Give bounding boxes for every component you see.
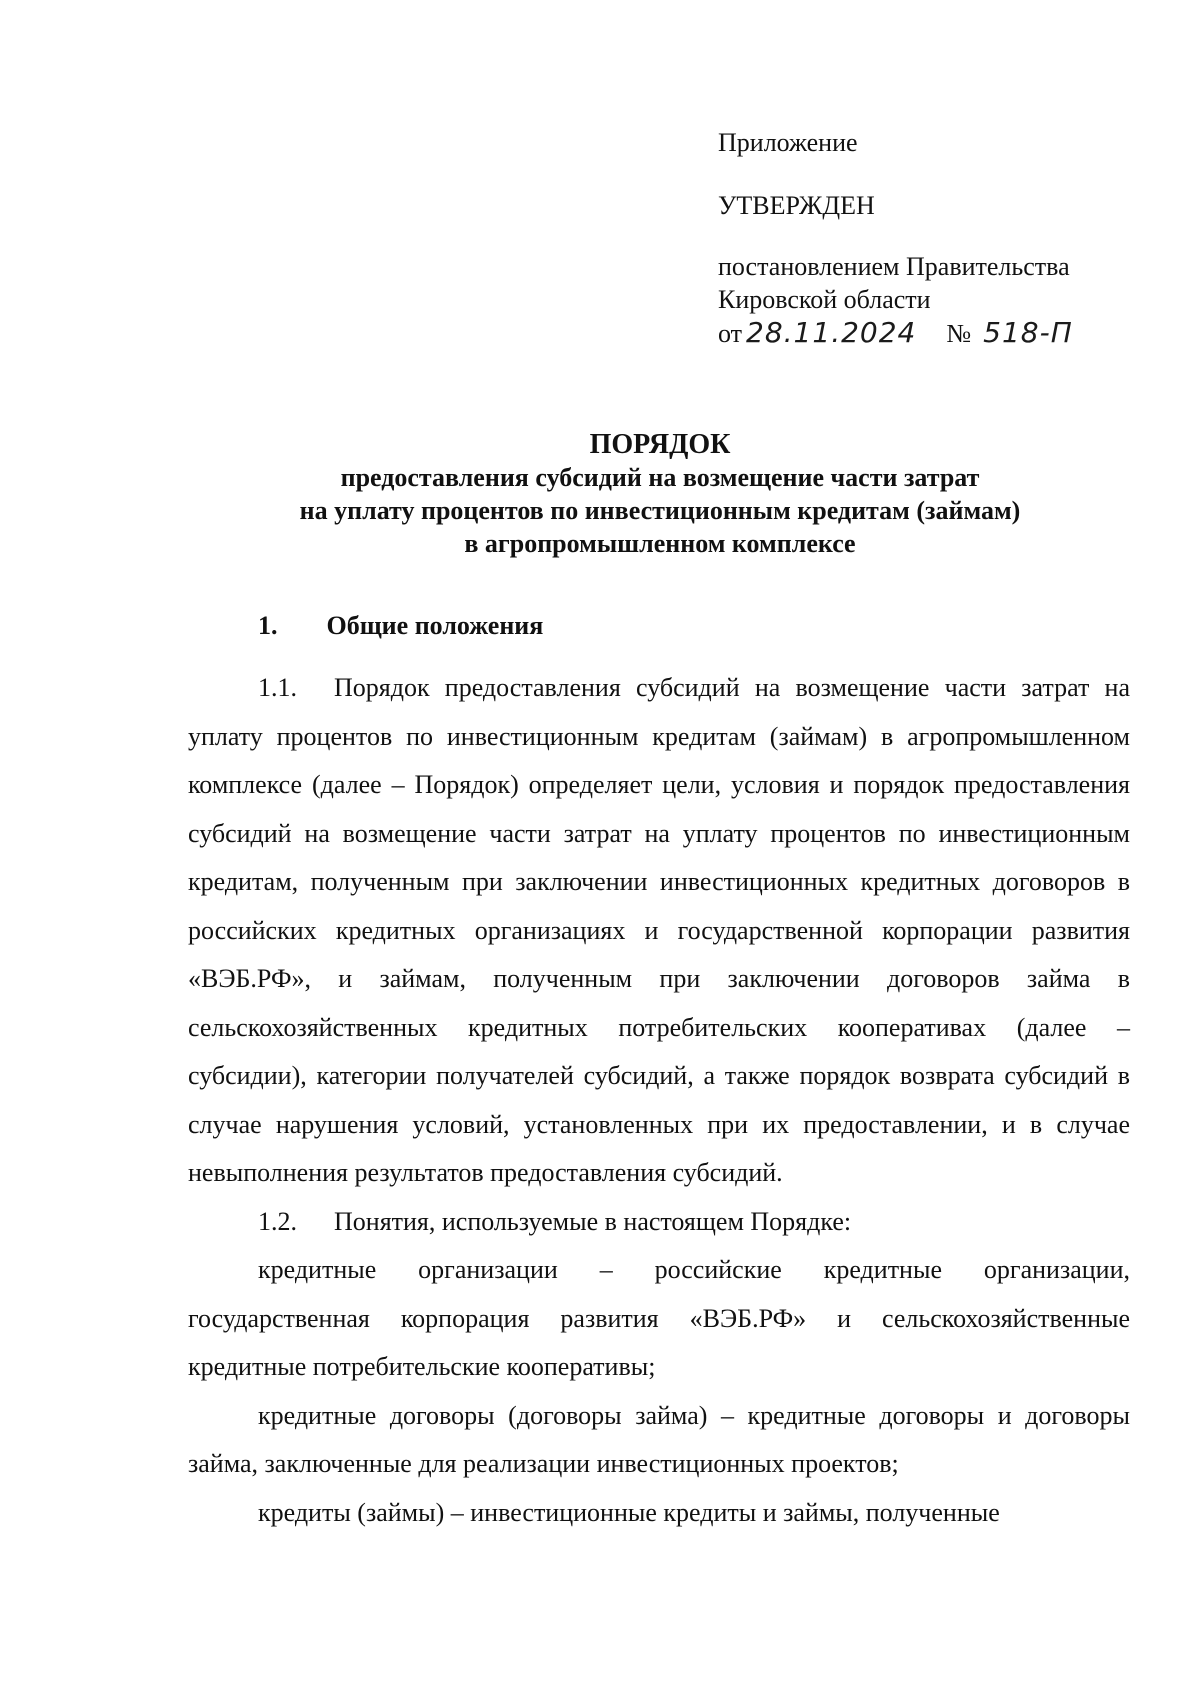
- definition-credit-organizations: [188, 1246, 1130, 1392]
- section-heading: [258, 611, 543, 641]
- approved-label: УТВЕРЖДЕН: [718, 191, 875, 220]
- section-title: Общие положения: [326, 611, 544, 640]
- paragraph-text: Понятия, используемые в настоящем Порядке:: [334, 1206, 852, 1236]
- title-line-1: предоставления субсидий на возмещение части затрат: [340, 463, 980, 492]
- document-title: [180, 428, 1140, 560]
- paragraph-number: 1.1.: [258, 673, 297, 702]
- number-sign: №: [946, 319, 972, 348]
- definition-credits-loans: [188, 1489, 1130, 1538]
- decree-line-2: Кировской области: [718, 285, 931, 314]
- approval-block: [718, 126, 1158, 350]
- date-prefix: от: [718, 319, 743, 348]
- handwritten-date: 28.11.2024: [746, 316, 917, 349]
- decree-date-number: [718, 316, 1158, 350]
- definition-credit-agreements: [188, 1392, 1130, 1489]
- title-line-2: на уплату процентов по инвестиционным кредитам (займам): [299, 496, 1021, 525]
- title-line-3: в агропромышленном комплексе: [464, 529, 856, 558]
- paragraph-1-2: [188, 1198, 1130, 1247]
- body-text: [188, 664, 1130, 1537]
- paragraph-text: Порядок предоставления субсидий на возмещение части затрат на уплату процентов по инвестиционным кредитам (займам) в агропромышленном комплексе (далее – Порядок) определяет цели, условия и порядок предоставления субсидий на возмещение части затрат на уплату процентов по инвестиционным кредитам, полученным при заключении инвестиционных кредитных договоров в российских кредитных организациях и государственной корпорации развития «ВЭБ.РФ», и займам, полученным при заключении договоров займа в сельскохозяйственных кредитных потребительских кооперативах (далее – субсидии), категории получателей субсидий, а также порядок возврата субсидий в случае нарушения условий, установленных при их предоставлении, и в случае невыполнения результатов предоставления субсидий.: [188, 673, 1130, 1187]
- paragraph-text: кредитные договоры (договоры займа) – кредитные договоры и договоры займа, заключенные для реализации инвестиционных проектов;: [188, 1400, 1130, 1478]
- paragraph-text: кредитные организации – российские кредитные организации, государственная корпорация развития «ВЭБ.РФ» и сельскохозяйственные кредитные потребительские кооперативы;: [188, 1255, 1130, 1381]
- paragraph-number: 1.2.: [258, 1206, 297, 1236]
- title-main: ПОРЯДОК: [589, 429, 731, 460]
- decree-line-1: постановлением Правительства: [718, 252, 1070, 281]
- section-number: 1.: [258, 611, 278, 640]
- paragraph-text: кредиты (займы) – инвестиционные кредиты и займы, полученные: [258, 1497, 1000, 1527]
- handwritten-number: 518-П: [983, 316, 1073, 349]
- paragraph-1-1: [188, 664, 1130, 1198]
- appendix-label: Приложение: [718, 128, 858, 157]
